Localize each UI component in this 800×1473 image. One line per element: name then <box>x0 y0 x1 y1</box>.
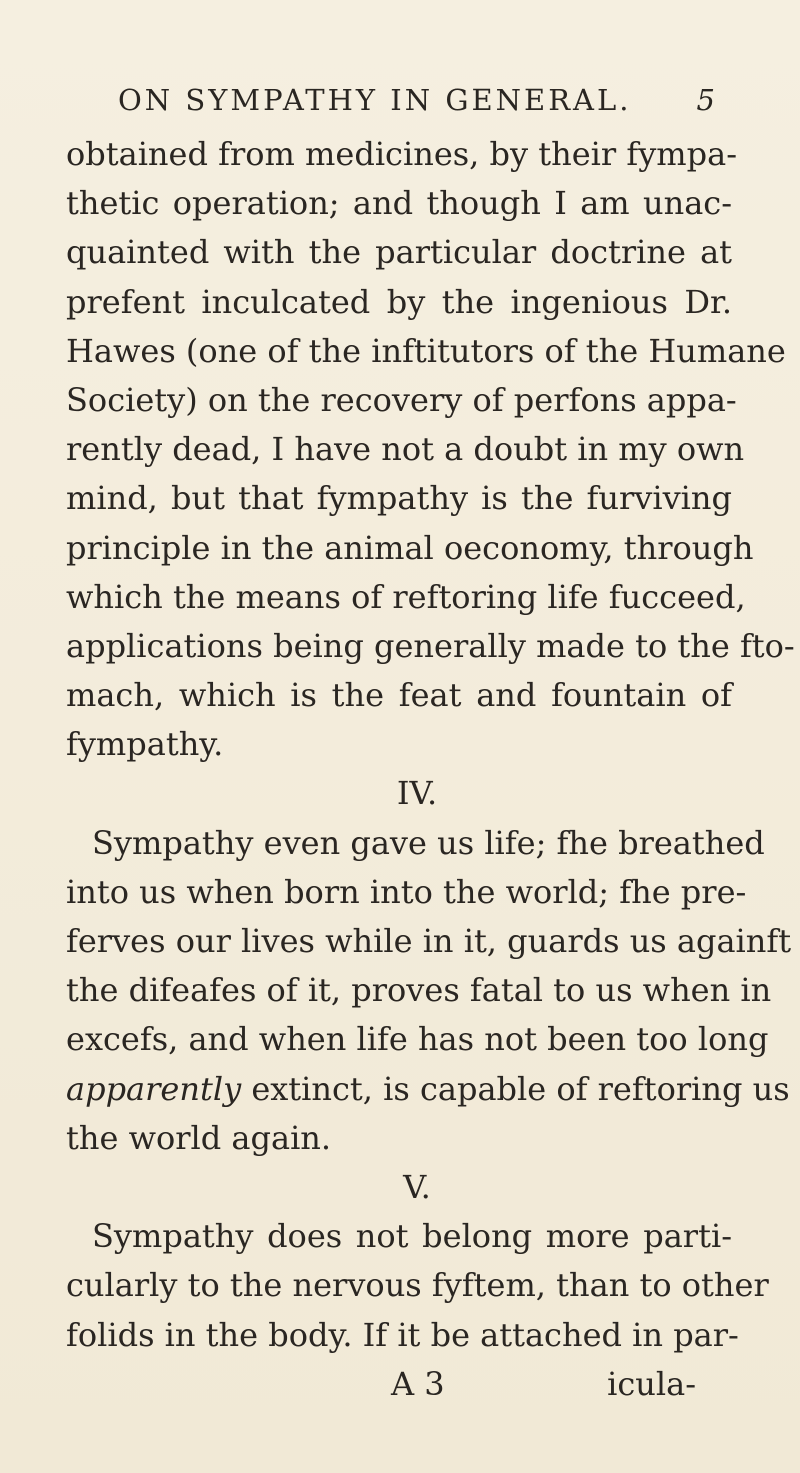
text-line: into us when born into the world; fhe pre- <box>66 872 747 911</box>
text-line: quainted with the particular doctrine at <box>66 233 732 272</box>
signature-mark: A 3 <box>391 1364 445 1403</box>
page-footer <box>66 1360 732 1409</box>
text-line: which the means of reftoring life fucceed, <box>66 577 746 616</box>
page-header <box>118 83 718 133</box>
line-rest: extinct, is capable of reftoring us <box>241 1069 790 1108</box>
section-heading: V. <box>403 1167 431 1206</box>
italic-word: apparently <box>66 1069 242 1108</box>
text-line: principle in the animal oeconomy, through <box>66 528 754 567</box>
text-line: fympathy. <box>66 725 224 764</box>
text-line: Hawes (one of the inftitutors of the Humane <box>66 331 786 370</box>
paragraph-first-line: Sympathy even gave us life; fhe breathed <box>92 823 765 862</box>
text-line: excefs, and when life has not been too long <box>66 1020 769 1059</box>
text-line: ferves our lives while in it, guards us againft <box>66 922 792 960</box>
text-line: the world again. <box>66 1118 332 1157</box>
text-line: thetic operation; and though I am unac- <box>66 184 732 223</box>
text-line: obtained from medicines, by their fympa- <box>66 135 737 173</box>
text-line: mach, which is the feat and fountain of <box>66 676 732 715</box>
page-number: 5 <box>696 83 718 117</box>
text-line: applications being generally made to the fto- <box>66 626 795 665</box>
text-line: Society) on the recovery of perfons appa- <box>66 380 737 419</box>
text-line: cularly to the nervous fyftem, than to other <box>66 1266 769 1305</box>
text-line: prefent inculcated by the ingenious Dr. <box>66 282 732 321</box>
text-line: folids in the body. If it be attached in par- <box>66 1315 739 1354</box>
catchword: icula- <box>607 1364 696 1403</box>
body-text <box>66 130 795 1409</box>
text-line: rently dead, I have not a doubt in my own <box>66 430 745 469</box>
text-line: the difeafes of it, proves fatal to us when in <box>66 971 772 1010</box>
text-line <box>66 1065 790 1114</box>
section-heading: IV. <box>396 774 438 813</box>
paragraph-first-line: Sympathy does not belong more parti- <box>92 1217 732 1256</box>
running-head: ON SYMPATHY IN GENERAL. <box>118 83 632 117</box>
text-line: mind, but that fympathy is the furviving <box>66 479 732 518</box>
